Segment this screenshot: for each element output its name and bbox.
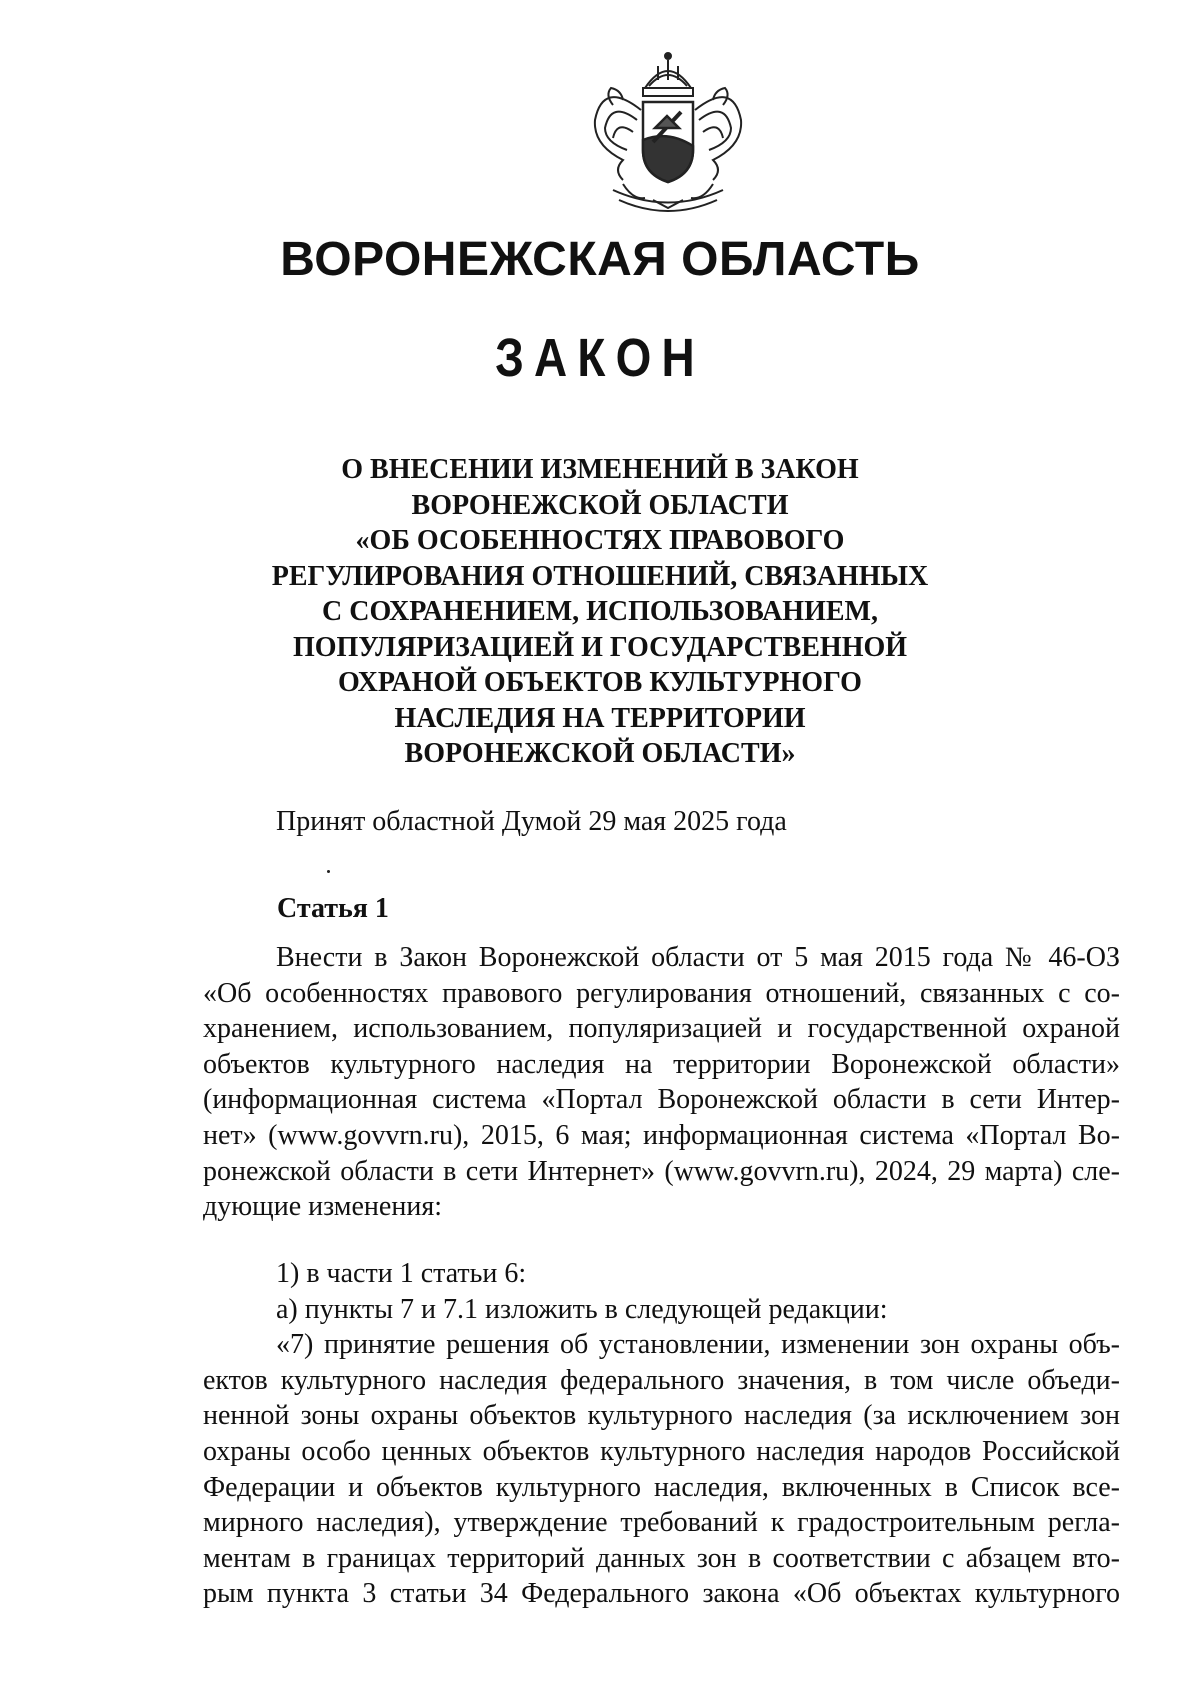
item-line: охраны особо ценных объектов культурного наследия народов Российской [203,1435,1120,1467]
item-line: 1) в части 1 статьи 6: [276,1258,527,1289]
law-title-line: «ОБ ОСОБЕННОСТЯХ ПРАВОВОГО [355,525,845,556]
article-items [203,1256,1120,1612]
adoption-note: Принят областной Думой 29 мая 2025 года [276,806,787,837]
article-title: Статья 1 [277,893,389,924]
item-line: «7) принятие решения об установлении, изменении зон охраны объ- [276,1329,1120,1361]
paragraph-line: объектов культурного наследия на территории Воронежской области» [203,1048,1120,1080]
law-title-line: ПОПУЛЯРИЗАЦИЕЙ И ГОСУДАРСТВЕННОЙ [292,631,908,663]
law-title-line: НАСЛЕДИЯ НА ТЕРРИТОРИИ [394,702,806,734]
item-line: Федерации и объектов культурного наследия, включенных в Список все- [203,1471,1120,1503]
paragraph-line: нет» (www.govvrn.ru), 2015, 6 мая; информационная система «Портал Во- [203,1119,1120,1151]
law-title-line: РЕГУЛИРОВАНИЯ ОТНОШЕНИЙ, СВЯЗАННЫХ [271,560,929,592]
scan-speck [327,870,330,873]
item-line: ектов культурного наследия федерального значения, в том числе объеди- [203,1364,1120,1396]
paragraph-line: (информационная система «Портал Воронежской области в сети Интер- [203,1084,1120,1116]
paragraph-line: «Об особенностях правового регулирования отношений, связанных с со- [203,977,1120,1009]
document-type-title: ЗАКОН [495,328,705,388]
paragraph-line: дующие изменения: [203,1191,442,1223]
coat-of-arms-icon [583,50,753,222]
item-line: ненной зоны охраны объектов культурного наследия (за исключением зон [203,1400,1120,1432]
item-line: мирного наследия), утверждение требований к градостроительным регла- [203,1507,1120,1539]
paragraph-line: хранением, использованием, популяризацией и государственной охраной [203,1013,1120,1045]
item-line: рым пункта 3 статьи 34 Федерального закона «Об объектах культурного [203,1578,1120,1610]
law-title-line: О ВНЕСЕНИИ ИЗМЕНЕНИЙ В ЗАКОН [341,454,859,485]
item-line: а) пункты 7 и 7.1 изложить в следующей редакции: [276,1293,888,1325]
article-intro-paragraph [203,940,1120,1225]
coat-of-arms-emblem [583,50,753,222]
law-title-line: ВОРОНЕЖСКОЙ ОБЛАСТИ [411,489,789,521]
law-title-line: С СОХРАНЕНИЕМ, ИСПОЛЬЗОВАНИЕМ, [322,596,878,627]
law-title-line: ВОРОНЕЖСКОЙ ОБЛАСТИ» [404,738,796,769]
paragraph-line: ронежской области в сети Интернет» (www.govvrn.ru), 2024, 29 марта) сле- [203,1155,1120,1187]
law-title [0,452,1200,772]
law-title-line: ОХРАНОЙ ОБЪЕКТОВ КУЛЬТУРНОГО [338,667,862,698]
paragraph-line: Внести в Закон Воронежской области от 5 мая 2015 года № 46-ОЗ [276,942,1120,973]
item-line: ментам в границах территорий данных зон в соответствии с абзацем вто- [203,1542,1120,1574]
region-title: ВОРОНЕЖСКАЯ ОБЛАСТЬ [280,233,920,286]
